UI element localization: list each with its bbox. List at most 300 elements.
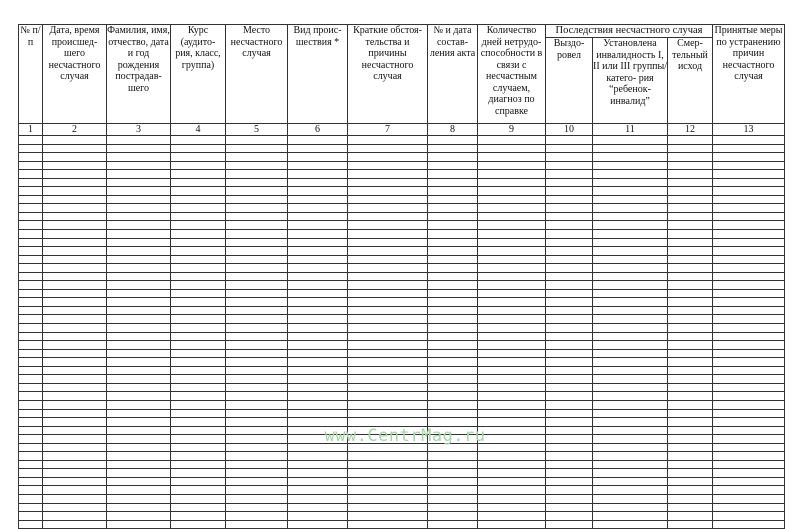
- table-cell[interactable]: [171, 477, 226, 486]
- table-cell[interactable]: [107, 195, 171, 204]
- table-cell[interactable]: [478, 486, 546, 495]
- table-cell[interactable]: [226, 460, 288, 469]
- table-cell[interactable]: [713, 409, 785, 418]
- table-cell[interactable]: [478, 144, 546, 153]
- table-cell[interactable]: [593, 324, 668, 333]
- table-cell[interactable]: [593, 400, 668, 409]
- table-cell[interactable]: [593, 264, 668, 273]
- table-cell[interactable]: [428, 358, 478, 367]
- table-cell[interactable]: [226, 306, 288, 315]
- table-cell[interactable]: [428, 418, 478, 427]
- table-cell[interactable]: [348, 306, 428, 315]
- table-cell[interactable]: [428, 392, 478, 401]
- table-cell[interactable]: [43, 375, 107, 384]
- table-cell[interactable]: [288, 383, 348, 392]
- table-cell[interactable]: [43, 460, 107, 469]
- table-cell[interactable]: [288, 494, 348, 503]
- table-cell[interactable]: [668, 426, 713, 435]
- table-cell[interactable]: [43, 366, 107, 375]
- table-cell[interactable]: [226, 212, 288, 221]
- table-cell[interactable]: [288, 136, 348, 145]
- table-cell[interactable]: [43, 409, 107, 418]
- table-cell[interactable]: [546, 324, 593, 333]
- table-cell[interactable]: [288, 230, 348, 239]
- table-cell[interactable]: [43, 503, 107, 512]
- table-cell[interactable]: [668, 503, 713, 512]
- table-cell[interactable]: [43, 178, 107, 187]
- table-cell[interactable]: [288, 238, 348, 247]
- table-cell[interactable]: [478, 503, 546, 512]
- table-cell[interactable]: [348, 221, 428, 230]
- table-cell[interactable]: [428, 400, 478, 409]
- table-cell[interactable]: [668, 289, 713, 298]
- table-cell[interactable]: [478, 366, 546, 375]
- table-cell[interactable]: [107, 375, 171, 384]
- table-cell[interactable]: [171, 435, 226, 444]
- table-cell[interactable]: [19, 153, 43, 162]
- table-cell[interactable]: [478, 195, 546, 204]
- table-cell[interactable]: [226, 503, 288, 512]
- table-cell[interactable]: [288, 221, 348, 230]
- table-cell[interactable]: [713, 298, 785, 307]
- table-cell[interactable]: [593, 477, 668, 486]
- table-cell[interactable]: [593, 272, 668, 281]
- table-cell[interactable]: [593, 494, 668, 503]
- table-cell[interactable]: [428, 494, 478, 503]
- table-cell[interactable]: [713, 306, 785, 315]
- table-cell[interactable]: [593, 178, 668, 187]
- table-cell[interactable]: [19, 435, 43, 444]
- table-cell[interactable]: [546, 435, 593, 444]
- table-cell[interactable]: [171, 358, 226, 367]
- table-cell[interactable]: [107, 409, 171, 418]
- table-cell[interactable]: [43, 221, 107, 230]
- table-cell[interactable]: [107, 178, 171, 187]
- table-cell[interactable]: [226, 289, 288, 298]
- table-cell[interactable]: [43, 477, 107, 486]
- table-cell[interactable]: [348, 486, 428, 495]
- table-cell[interactable]: [478, 512, 546, 521]
- table-cell[interactable]: [171, 221, 226, 230]
- table-cell[interactable]: [19, 255, 43, 264]
- table-cell[interactable]: [226, 494, 288, 503]
- table-cell[interactable]: [348, 238, 428, 247]
- table-cell[interactable]: [713, 341, 785, 350]
- table-cell[interactable]: [288, 418, 348, 427]
- table-cell[interactable]: [668, 247, 713, 256]
- table-cell[interactable]: [19, 298, 43, 307]
- table-cell[interactable]: [668, 332, 713, 341]
- table-cell[interactable]: [546, 170, 593, 179]
- table-cell[interactable]: [19, 324, 43, 333]
- table-cell[interactable]: [713, 170, 785, 179]
- table-cell[interactable]: [668, 153, 713, 162]
- table-cell[interactable]: [478, 161, 546, 170]
- table-cell[interactable]: [43, 383, 107, 392]
- table-cell[interactable]: [713, 486, 785, 495]
- table-cell[interactable]: [43, 452, 107, 461]
- table-cell[interactable]: [171, 332, 226, 341]
- table-cell[interactable]: [288, 486, 348, 495]
- table-cell[interactable]: [713, 289, 785, 298]
- table-cell[interactable]: [288, 503, 348, 512]
- table-cell[interactable]: [171, 469, 226, 478]
- table-cell[interactable]: [43, 230, 107, 239]
- table-cell[interactable]: [713, 383, 785, 392]
- table-cell[interactable]: [668, 383, 713, 392]
- table-cell[interactable]: [288, 332, 348, 341]
- table-cell[interactable]: [546, 520, 593, 529]
- table-cell[interactable]: [288, 212, 348, 221]
- table-cell[interactable]: [171, 195, 226, 204]
- table-cell[interactable]: [43, 418, 107, 427]
- table-cell[interactable]: [171, 400, 226, 409]
- table-cell[interactable]: [288, 452, 348, 461]
- table-cell[interactable]: [546, 161, 593, 170]
- table-cell[interactable]: [107, 161, 171, 170]
- table-cell[interactable]: [713, 238, 785, 247]
- table-cell[interactable]: [593, 435, 668, 444]
- table-cell[interactable]: [171, 161, 226, 170]
- table-cell[interactable]: [288, 153, 348, 162]
- table-cell[interactable]: [43, 187, 107, 196]
- table-cell[interactable]: [171, 289, 226, 298]
- table-cell[interactable]: [19, 452, 43, 461]
- table-cell[interactable]: [713, 178, 785, 187]
- table-cell[interactable]: [668, 298, 713, 307]
- table-cell[interactable]: [546, 298, 593, 307]
- table-cell[interactable]: [43, 400, 107, 409]
- table-cell[interactable]: [478, 409, 546, 418]
- table-cell[interactable]: [713, 332, 785, 341]
- table-cell[interactable]: [713, 349, 785, 358]
- table-cell[interactable]: [668, 221, 713, 230]
- table-cell[interactable]: [226, 452, 288, 461]
- table-cell[interactable]: [348, 366, 428, 375]
- table-cell[interactable]: [288, 178, 348, 187]
- table-cell[interactable]: [593, 281, 668, 290]
- table-cell[interactable]: [428, 161, 478, 170]
- table-cell[interactable]: [171, 170, 226, 179]
- table-cell[interactable]: [713, 221, 785, 230]
- table-cell[interactable]: [668, 418, 713, 427]
- table-cell[interactable]: [478, 349, 546, 358]
- table-cell[interactable]: [19, 443, 43, 452]
- table-cell[interactable]: [478, 178, 546, 187]
- table-cell[interactable]: [428, 298, 478, 307]
- table-cell[interactable]: [43, 469, 107, 478]
- table-cell[interactable]: [288, 289, 348, 298]
- table-cell[interactable]: [713, 469, 785, 478]
- table-cell[interactable]: [107, 443, 171, 452]
- table-cell[interactable]: [593, 221, 668, 230]
- table-cell[interactable]: [428, 366, 478, 375]
- table-cell[interactable]: [171, 247, 226, 256]
- table-cell[interactable]: [593, 392, 668, 401]
- table-cell[interactable]: [107, 298, 171, 307]
- table-cell[interactable]: [546, 366, 593, 375]
- table-cell[interactable]: [348, 400, 428, 409]
- table-cell[interactable]: [478, 230, 546, 239]
- table-cell[interactable]: [288, 247, 348, 256]
- table-cell[interactable]: [107, 486, 171, 495]
- table-cell[interactable]: [428, 281, 478, 290]
- table-cell[interactable]: [288, 281, 348, 290]
- table-cell[interactable]: [171, 418, 226, 427]
- table-cell[interactable]: [107, 187, 171, 196]
- table-cell[interactable]: [107, 144, 171, 153]
- table-cell[interactable]: [546, 230, 593, 239]
- table-cell[interactable]: [478, 170, 546, 179]
- table-cell[interactable]: [713, 503, 785, 512]
- table-cell[interactable]: [546, 195, 593, 204]
- table-cell[interactable]: [713, 443, 785, 452]
- table-cell[interactable]: [171, 460, 226, 469]
- table-cell[interactable]: [478, 238, 546, 247]
- table-cell[interactable]: [288, 341, 348, 350]
- table-cell[interactable]: [226, 383, 288, 392]
- table-cell[interactable]: [107, 153, 171, 162]
- table-cell[interactable]: [668, 375, 713, 384]
- table-cell[interactable]: [428, 238, 478, 247]
- table-cell[interactable]: [107, 247, 171, 256]
- table-cell[interactable]: [19, 469, 43, 478]
- table-cell[interactable]: [713, 281, 785, 290]
- table-cell[interactable]: [668, 494, 713, 503]
- table-cell[interactable]: [107, 204, 171, 213]
- table-cell[interactable]: [288, 187, 348, 196]
- table-cell[interactable]: [546, 315, 593, 324]
- table-cell[interactable]: [478, 332, 546, 341]
- table-cell[interactable]: [226, 281, 288, 290]
- table-cell[interactable]: [171, 306, 226, 315]
- table-cell[interactable]: [288, 460, 348, 469]
- table-cell[interactable]: [546, 477, 593, 486]
- table-cell[interactable]: [668, 306, 713, 315]
- table-cell[interactable]: [428, 324, 478, 333]
- table-cell[interactable]: [546, 503, 593, 512]
- table-cell[interactable]: [713, 187, 785, 196]
- table-cell[interactable]: [478, 153, 546, 162]
- table-cell[interactable]: [593, 383, 668, 392]
- table-cell[interactable]: [668, 315, 713, 324]
- table-cell[interactable]: [171, 375, 226, 384]
- table-cell[interactable]: [43, 443, 107, 452]
- table-cell[interactable]: [288, 375, 348, 384]
- table-cell[interactable]: [19, 195, 43, 204]
- table-cell[interactable]: [546, 153, 593, 162]
- table-cell[interactable]: [171, 494, 226, 503]
- table-cell[interactable]: [19, 170, 43, 179]
- table-cell[interactable]: [593, 460, 668, 469]
- table-cell[interactable]: [43, 315, 107, 324]
- table-cell[interactable]: [546, 383, 593, 392]
- table-cell[interactable]: [478, 298, 546, 307]
- table-cell[interactable]: [107, 170, 171, 179]
- table-cell[interactable]: [19, 144, 43, 153]
- table-cell[interactable]: [546, 452, 593, 461]
- table-cell[interactable]: [171, 204, 226, 213]
- table-cell[interactable]: [713, 418, 785, 427]
- table-cell[interactable]: [226, 298, 288, 307]
- table-cell[interactable]: [171, 281, 226, 290]
- table-cell[interactable]: [19, 520, 43, 529]
- table-cell[interactable]: [668, 477, 713, 486]
- table-cell[interactable]: [226, 230, 288, 239]
- table-cell[interactable]: [668, 187, 713, 196]
- table-cell[interactable]: [546, 306, 593, 315]
- table-cell[interactable]: [107, 366, 171, 375]
- table-cell[interactable]: [171, 349, 226, 358]
- table-cell[interactable]: [171, 409, 226, 418]
- table-cell[interactable]: [348, 460, 428, 469]
- table-cell[interactable]: [546, 281, 593, 290]
- table-cell[interactable]: [713, 366, 785, 375]
- table-cell[interactable]: [668, 435, 713, 444]
- table-cell[interactable]: [288, 264, 348, 273]
- table-cell[interactable]: [171, 341, 226, 350]
- table-cell[interactable]: [226, 264, 288, 273]
- table-cell[interactable]: [348, 204, 428, 213]
- table-cell[interactable]: [593, 503, 668, 512]
- table-cell[interactable]: [546, 486, 593, 495]
- table-cell[interactable]: [593, 520, 668, 529]
- table-cell[interactable]: [43, 349, 107, 358]
- table-cell[interactable]: [288, 358, 348, 367]
- table-cell[interactable]: [171, 512, 226, 521]
- table-cell[interactable]: [171, 238, 226, 247]
- table-cell[interactable]: [713, 255, 785, 264]
- table-cell[interactable]: [428, 212, 478, 221]
- table-cell[interactable]: [348, 383, 428, 392]
- table-cell[interactable]: [226, 349, 288, 358]
- table-cell[interactable]: [43, 289, 107, 298]
- table-cell[interactable]: [713, 520, 785, 529]
- table-cell[interactable]: [593, 512, 668, 521]
- table-cell[interactable]: [478, 255, 546, 264]
- table-cell[interactable]: [107, 349, 171, 358]
- table-cell[interactable]: [478, 460, 546, 469]
- table-cell[interactable]: [19, 212, 43, 221]
- table-cell[interactable]: [19, 383, 43, 392]
- table-cell[interactable]: [226, 161, 288, 170]
- table-cell[interactable]: [668, 161, 713, 170]
- table-cell[interactable]: [668, 255, 713, 264]
- table-cell[interactable]: [43, 238, 107, 247]
- table-cell[interactable]: [19, 400, 43, 409]
- table-cell[interactable]: [226, 332, 288, 341]
- table-cell[interactable]: [668, 238, 713, 247]
- table-cell[interactable]: [348, 315, 428, 324]
- table-cell[interactable]: [171, 426, 226, 435]
- table-cell[interactable]: [593, 136, 668, 145]
- table-cell[interactable]: [171, 212, 226, 221]
- table-cell[interactable]: [348, 324, 428, 333]
- table-cell[interactable]: [43, 204, 107, 213]
- table-cell[interactable]: [171, 272, 226, 281]
- table-cell[interactable]: [19, 512, 43, 521]
- table-cell[interactable]: [348, 520, 428, 529]
- table-cell[interactable]: [546, 341, 593, 350]
- table-cell[interactable]: [19, 221, 43, 230]
- table-cell[interactable]: [226, 315, 288, 324]
- table-cell[interactable]: [593, 366, 668, 375]
- table-cell[interactable]: [226, 178, 288, 187]
- table-cell[interactable]: [428, 349, 478, 358]
- table-cell[interactable]: [593, 298, 668, 307]
- table-cell[interactable]: [226, 247, 288, 256]
- table-cell[interactable]: [713, 494, 785, 503]
- table-cell[interactable]: [226, 144, 288, 153]
- table-cell[interactable]: [593, 349, 668, 358]
- table-cell[interactable]: [546, 392, 593, 401]
- table-cell[interactable]: [171, 264, 226, 273]
- table-cell[interactable]: [546, 469, 593, 478]
- table-cell[interactable]: [226, 486, 288, 495]
- table-cell[interactable]: [19, 178, 43, 187]
- table-cell[interactable]: [19, 375, 43, 384]
- table-cell[interactable]: [226, 435, 288, 444]
- table-cell[interactable]: [226, 418, 288, 427]
- table-cell[interactable]: [43, 512, 107, 521]
- table-cell[interactable]: [226, 375, 288, 384]
- table-cell[interactable]: [348, 281, 428, 290]
- table-cell[interactable]: [107, 477, 171, 486]
- table-cell[interactable]: [107, 400, 171, 409]
- table-cell[interactable]: [668, 195, 713, 204]
- table-cell[interactable]: [478, 272, 546, 281]
- table-cell[interactable]: [713, 324, 785, 333]
- table-cell[interactable]: [668, 512, 713, 521]
- table-cell[interactable]: [348, 358, 428, 367]
- table-cell[interactable]: [668, 272, 713, 281]
- table-cell[interactable]: [171, 153, 226, 162]
- table-cell[interactable]: [478, 221, 546, 230]
- table-cell[interactable]: [19, 161, 43, 170]
- table-cell[interactable]: [668, 341, 713, 350]
- table-cell[interactable]: [19, 306, 43, 315]
- table-cell[interactable]: [668, 212, 713, 221]
- table-cell[interactable]: [668, 136, 713, 145]
- table-cell[interactable]: [593, 375, 668, 384]
- table-cell[interactable]: [546, 144, 593, 153]
- table-cell[interactable]: [107, 383, 171, 392]
- table-cell[interactable]: [348, 264, 428, 273]
- table-cell[interactable]: [713, 204, 785, 213]
- table-cell[interactable]: [668, 230, 713, 239]
- table-cell[interactable]: [428, 204, 478, 213]
- table-cell[interactable]: [107, 418, 171, 427]
- table-cell[interactable]: [546, 512, 593, 521]
- table-cell[interactable]: [348, 512, 428, 521]
- table-cell[interactable]: [171, 503, 226, 512]
- table-cell[interactable]: [546, 136, 593, 145]
- table-cell[interactable]: [43, 392, 107, 401]
- table-cell[interactable]: [226, 187, 288, 196]
- table-cell[interactable]: [428, 341, 478, 350]
- table-cell[interactable]: [288, 520, 348, 529]
- table-cell[interactable]: [478, 452, 546, 461]
- table-cell[interactable]: [288, 144, 348, 153]
- table-cell[interactable]: [19, 272, 43, 281]
- table-cell[interactable]: [478, 324, 546, 333]
- table-cell[interactable]: [713, 136, 785, 145]
- table-cell[interactable]: [226, 443, 288, 452]
- table-cell[interactable]: [593, 469, 668, 478]
- table-cell[interactable]: [171, 366, 226, 375]
- table-cell[interactable]: [478, 341, 546, 350]
- table-cell[interactable]: [428, 153, 478, 162]
